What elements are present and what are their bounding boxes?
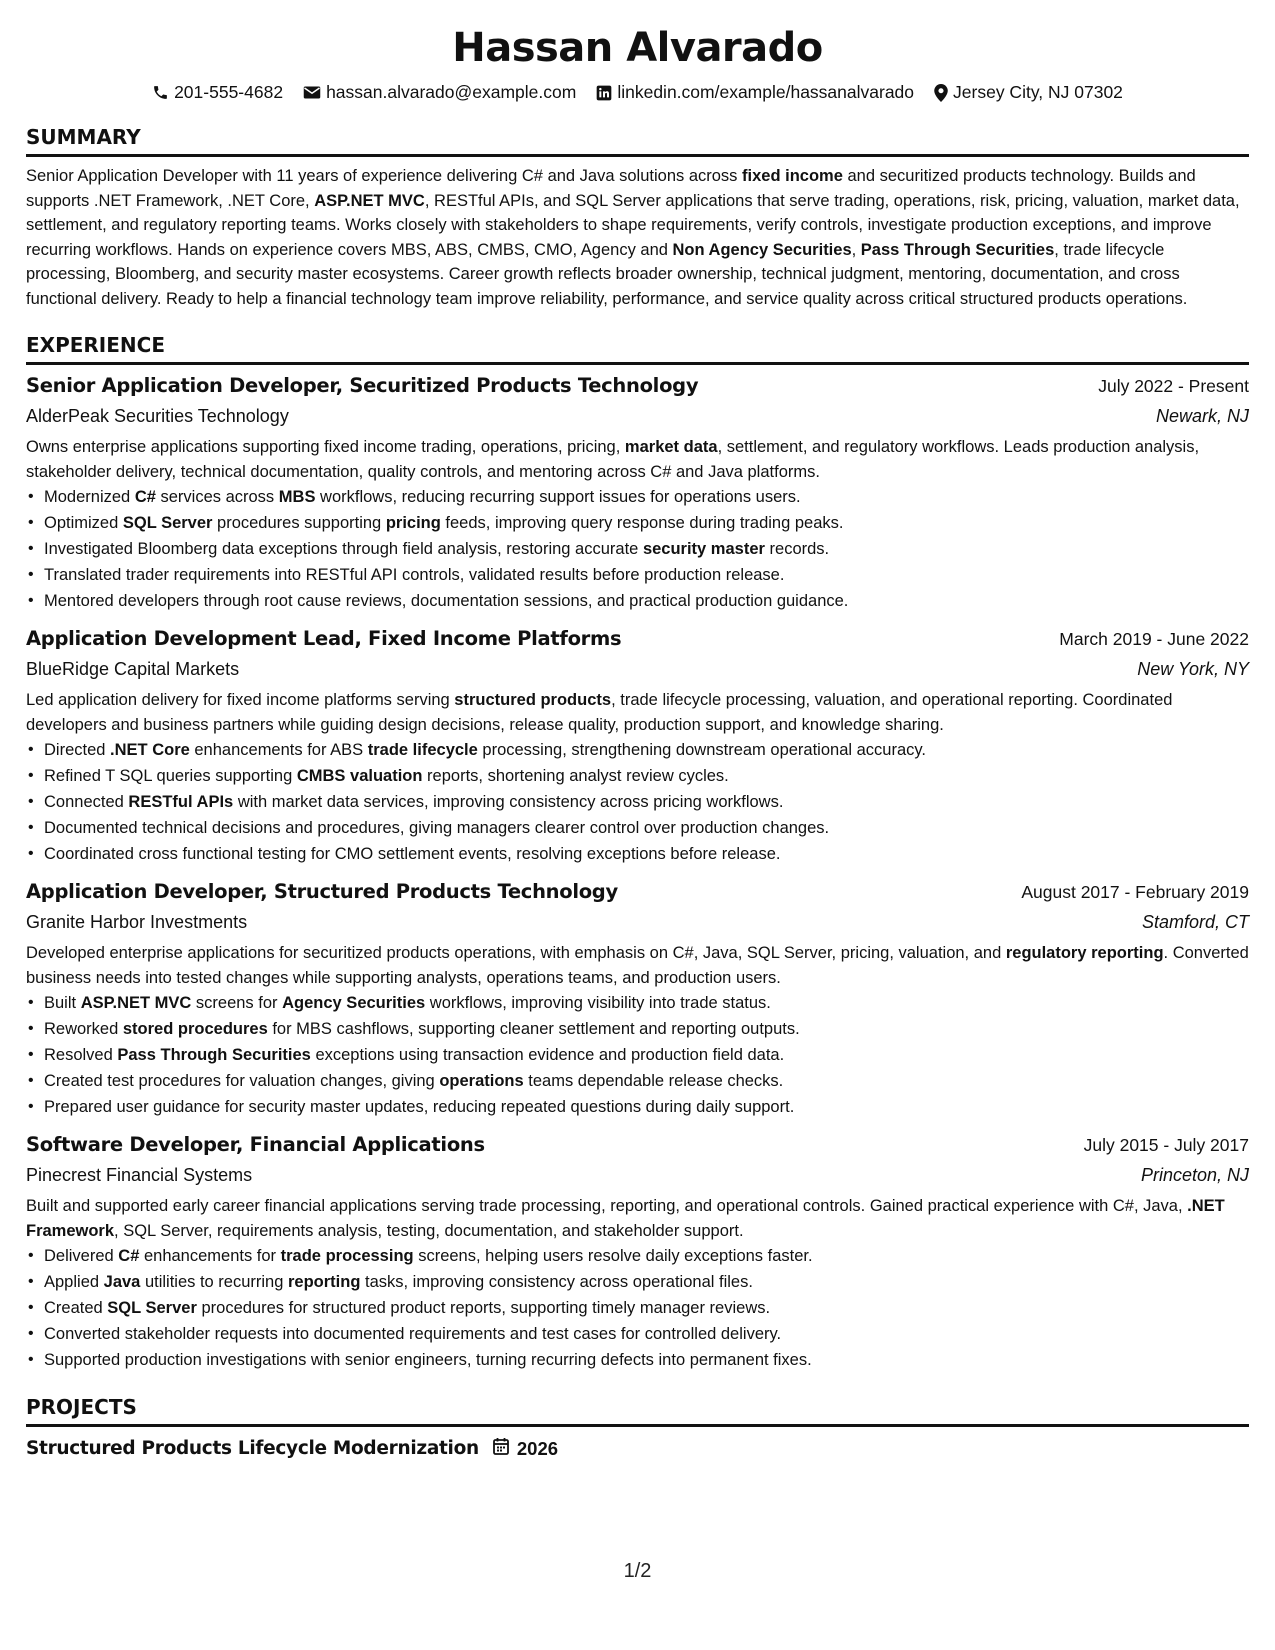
bold-text: operations <box>439 1072 524 1090</box>
bullet-item <box>44 1347 1249 1373</box>
text-segment: teams dependable release checks. <box>523 1072 784 1090</box>
experience-section <box>26 331 1249 1373</box>
text-segment: Supported production investigations with senior engineers, turning recurring defects into permanent fixes. <box>44 1351 812 1369</box>
company-name: Pinecrest Financial Systems <box>26 1165 253 1185</box>
text-segment: Senior Application Developer with 11 years of experience delivering C# and Java solutions across <box>26 167 743 185</box>
text-segment: . Converted business needs into tested changes while supporting analysts, operations teams, and production users. <box>26 944 1249 987</box>
project-date <box>493 1437 558 1460</box>
job-location: Newark, NJ <box>1155 406 1249 426</box>
bold-text: stored procedures <box>122 1020 268 1038</box>
experience-list <box>26 371 1249 1373</box>
text-segment: Created test procedures for valuation changes, giving <box>44 1072 440 1090</box>
text-segment: Built and supported early career financial applications serving trade processing, reporting, and operational controls. Gained practical experience with C#, Java, <box>26 1197 1188 1215</box>
envelope-icon <box>303 85 321 100</box>
bold-text: trade lifecycle <box>367 741 478 759</box>
text-segment: Optimized <box>44 514 123 532</box>
text-segment: Coordinated cross functional testing for CMO settlement events, resolving exceptions before release. <box>44 845 781 863</box>
text-segment: enhancements for <box>139 1247 281 1265</box>
text-segment: tasks, improving consistency across operational files. <box>360 1273 753 1291</box>
text-segment: , SQL Server, requirements analysis, testing, documentation, and stakeholder support. <box>114 1221 744 1240</box>
text-segment: exceptions using transaction evidence and production field data. <box>310 1046 785 1064</box>
text-segment: Reworked <box>44 1020 123 1038</box>
contact-linkedin[interactable] <box>596 82 914 103</box>
resume-page <box>26 22 1249 1460</box>
text-segment: , RESTful APIs, and SQL Server applications that serve trading, operations, risk, pricing, valuation, market data, settlement, and regulatory reporting teams. Works closely with stakeholders to shape requirements, verify controls, investigate production exceptions, and improve recurring workflows. Hands on experience covers MBS, ABS, CMBS, CMO, Agency and <box>26 191 1240 259</box>
bullet-item <box>44 815 1249 841</box>
bold-text: regulatory reporting <box>1005 944 1164 962</box>
job-location: New York, NY <box>1137 659 1249 679</box>
map-pin-icon <box>934 84 948 102</box>
bold-text: MBS <box>278 488 316 506</box>
bold-text: SQL Server <box>107 1299 197 1317</box>
text-segment: Led application delivery for fixed income platforms serving <box>26 691 455 709</box>
contact-bar <box>26 82 1249 103</box>
job-summary <box>26 435 1249 484</box>
bullet-item <box>44 1068 1249 1094</box>
calendar-icon <box>493 1437 509 1460</box>
text-segment: workflows, improving visibility into trade status. <box>425 994 771 1012</box>
bold-text: structured products <box>454 691 612 709</box>
text-segment: , <box>851 240 861 259</box>
bullet-item <box>44 588 1249 614</box>
text-segment: Created <box>44 1299 108 1317</box>
phone-icon <box>152 84 169 101</box>
phone-text: 201-555-4682 <box>174 82 284 102</box>
text-segment: Owns enterprise applications supporting fixed income trading, operations, pricing, <box>26 438 625 456</box>
text-segment: , settlement, and regulatory workflows. Leads production analysis, stakeholder delivery, technical documentation, quality controls, and mentoring across C# and Java platforms. <box>26 438 1200 481</box>
bullet-item <box>44 737 1249 763</box>
bold-text: Non Agency Securities <box>672 240 852 259</box>
text-segment: reports, shortening analyst review cycles. <box>422 767 729 785</box>
text-segment: Directed <box>44 741 111 759</box>
text-segment: , trade lifecycle processing, valuation, and operational reporting. Coordinated developers and business partners while guiding design decisions, release quality, production support, and knowledge sharing. <box>26 691 1173 734</box>
bold-text: C# <box>134 488 156 506</box>
text-segment: Translated trader requirements into RESTful API controls, validated results before production release. <box>44 566 785 584</box>
bullet-item <box>44 789 1249 815</box>
job-location: Princeton, NJ <box>1140 1165 1249 1185</box>
job-title: Senior Application Developer, Securitized Products Technology <box>26 374 699 397</box>
company-name: AlderPeak Securities Technology <box>26 406 289 426</box>
bullet-item <box>44 562 1249 588</box>
bold-text: Agency Securities <box>282 994 426 1012</box>
contact-phone[interactable] <box>152 82 283 103</box>
project-item <box>26 1437 1249 1460</box>
text-segment: Refined T SQL queries supporting <box>44 767 297 785</box>
summary-text <box>26 164 1249 311</box>
bold-text: ASP.NET MVC <box>314 191 425 210</box>
job-summary <box>26 941 1249 990</box>
text-segment: screens for <box>191 994 283 1012</box>
text-segment: Connected <box>44 793 129 811</box>
job-title: Application Developer, Structured Products Technology <box>26 880 618 903</box>
bullet-item <box>44 1321 1249 1347</box>
job-summary <box>26 1194 1249 1243</box>
job-dates: March 2019 - June 2022 <box>1059 629 1249 649</box>
text-segment: procedures supporting <box>212 514 386 532</box>
job-bullets <box>26 484 1249 614</box>
projects-section <box>26 1393 1249 1460</box>
linkedin-text: linkedin.com/example/hassanalvarado <box>617 82 915 102</box>
contact-location <box>934 82 1123 103</box>
text-segment: screens, helping users resolve daily exceptions faster. <box>413 1247 813 1265</box>
job-summary <box>26 688 1249 737</box>
bold-text: Pass Through Securities <box>860 240 1055 259</box>
text-segment: processing, strengthening downstream operational accuracy. <box>477 741 927 759</box>
text-segment: procedures for structured product reports, supporting timely manager reviews. <box>196 1299 771 1317</box>
bold-text: fixed income <box>742 167 843 185</box>
projects-heading: PROJECTS <box>26 1393 1249 1427</box>
job-title: Software Developer, Financial Applications <box>26 1133 485 1156</box>
bold-text: security master <box>642 540 765 558</box>
job-entry <box>26 371 1249 614</box>
bold-text: ASP.NET MVC <box>80 994 192 1012</box>
text-segment: Developed enterprise applications for securitized products operations, with emphasis on C#, Java, SQL Server, pricing, valuation, and <box>26 944 1006 962</box>
bullet-item <box>44 536 1249 562</box>
bold-text: pricing <box>385 514 441 532</box>
job-dates: July 2015 - July 2017 <box>1083 1135 1249 1155</box>
text-segment: enhancements for ABS <box>189 741 368 759</box>
text-segment: feeds, improving query response during trading peaks. <box>440 514 844 532</box>
text-segment: for MBS cashflows, supporting cleaner settlement and reporting outputs. <box>267 1020 800 1038</box>
bold-text: reporting <box>288 1273 361 1291</box>
text-segment: and securitized products technology. Builds and supports .NET Framework, .NET Core, <box>26 167 1196 210</box>
project-date-text: 2026 <box>516 1437 559 1459</box>
bullet-item <box>44 1269 1249 1295</box>
text-segment: Modernized <box>44 488 135 506</box>
text-segment: Applied <box>44 1273 104 1291</box>
job-entry <box>26 1130 1249 1373</box>
bold-text: Pass Through Securities <box>117 1046 311 1064</box>
text-segment: Converted stakeholder requests into documented requirements and test cases for controlled delivery. <box>44 1325 782 1343</box>
bold-text: .NET Framework <box>26 1197 1225 1240</box>
summary-section <box>26 123 1249 311</box>
bold-text: .NET Core <box>110 741 190 759</box>
job-entry <box>26 624 1249 867</box>
experience-heading: EXPERIENCE <box>26 331 1249 365</box>
bullet-item <box>44 1016 1249 1042</box>
page-number: 1/2 <box>623 1560 652 1582</box>
job-dates: August 2017 - February 2019 <box>1021 882 1249 902</box>
bold-text: market data <box>624 438 718 456</box>
company-name: BlueRidge Capital Markets <box>26 659 240 679</box>
text-segment: Documented technical decisions and procedures, giving managers clearer control over production changes. <box>44 819 830 837</box>
email-text: hassan.alvarado@example.com <box>326 82 577 102</box>
contact-email[interactable] <box>303 82 576 103</box>
text-segment: Delivered <box>44 1247 119 1265</box>
job-bullets <box>26 990 1249 1120</box>
text-segment: services across <box>155 488 279 506</box>
text-segment: utilities to recurring <box>140 1273 288 1291</box>
bullet-item <box>44 484 1249 510</box>
bold-text: C# <box>118 1247 140 1265</box>
text-segment: Prepared user guidance for security master updates, reducing repeated questions during daily support. <box>44 1098 795 1116</box>
text-segment: workflows, reducing recurring support issues for operations users. <box>315 488 801 506</box>
job-bullets <box>26 737 1249 867</box>
text-segment: Built <box>44 994 81 1012</box>
bullet-item <box>44 763 1249 789</box>
bold-text: SQL Server <box>122 514 213 532</box>
bold-text: CMBS valuation <box>296 767 423 785</box>
company-name: Granite Harbor Investments <box>26 912 248 932</box>
job-dates: July 2022 - Present <box>1098 376 1249 396</box>
job-location: Stamford, CT <box>1141 912 1249 932</box>
location-text: Jersey City, NJ 07302 <box>953 82 1123 102</box>
bold-text: RESTful APIs <box>128 793 234 811</box>
project-title: Structured Products Lifecycle Modernization <box>26 1438 479 1459</box>
bullet-item <box>44 1243 1249 1269</box>
bullet-item <box>44 1042 1249 1068</box>
bold-text: Java <box>103 1273 141 1291</box>
text-segment: Resolved <box>44 1046 118 1064</box>
job-bullets <box>26 1243 1249 1373</box>
candidate-name: Hassan Alvarado <box>452 25 823 71</box>
linkedin-icon <box>596 85 612 101</box>
text-segment: with market data services, improving consistency across pricing workflows. <box>233 793 784 811</box>
bullet-item <box>44 510 1249 536</box>
text-segment: , trade lifecycle processing, Bloomberg, and security master ecosystems. Career growth reflects broader ownership, technical judgment, mentoring, documentation, and cross functional delivery. Ready to help a financial technology team improve reliability, performance, and service quality across critical structured products operations. <box>26 240 1188 308</box>
summary-heading: SUMMARY <box>26 123 1249 157</box>
bullet-item <box>44 1295 1249 1321</box>
bullet-item <box>44 841 1249 867</box>
text-segment: records. <box>764 540 830 558</box>
job-entry <box>26 877 1249 1120</box>
bullet-item <box>44 1094 1249 1120</box>
text-segment: Investigated Bloomberg data exceptions through field analysis, restoring accurate <box>44 540 643 558</box>
bullet-item <box>44 990 1249 1016</box>
job-title: Application Development Lead, Fixed Income Platforms <box>26 627 622 650</box>
bold-text: trade processing <box>280 1247 414 1265</box>
text-segment: Mentored developers through root cause reviews, documentation sessions, and practical production guidance. <box>44 592 849 610</box>
